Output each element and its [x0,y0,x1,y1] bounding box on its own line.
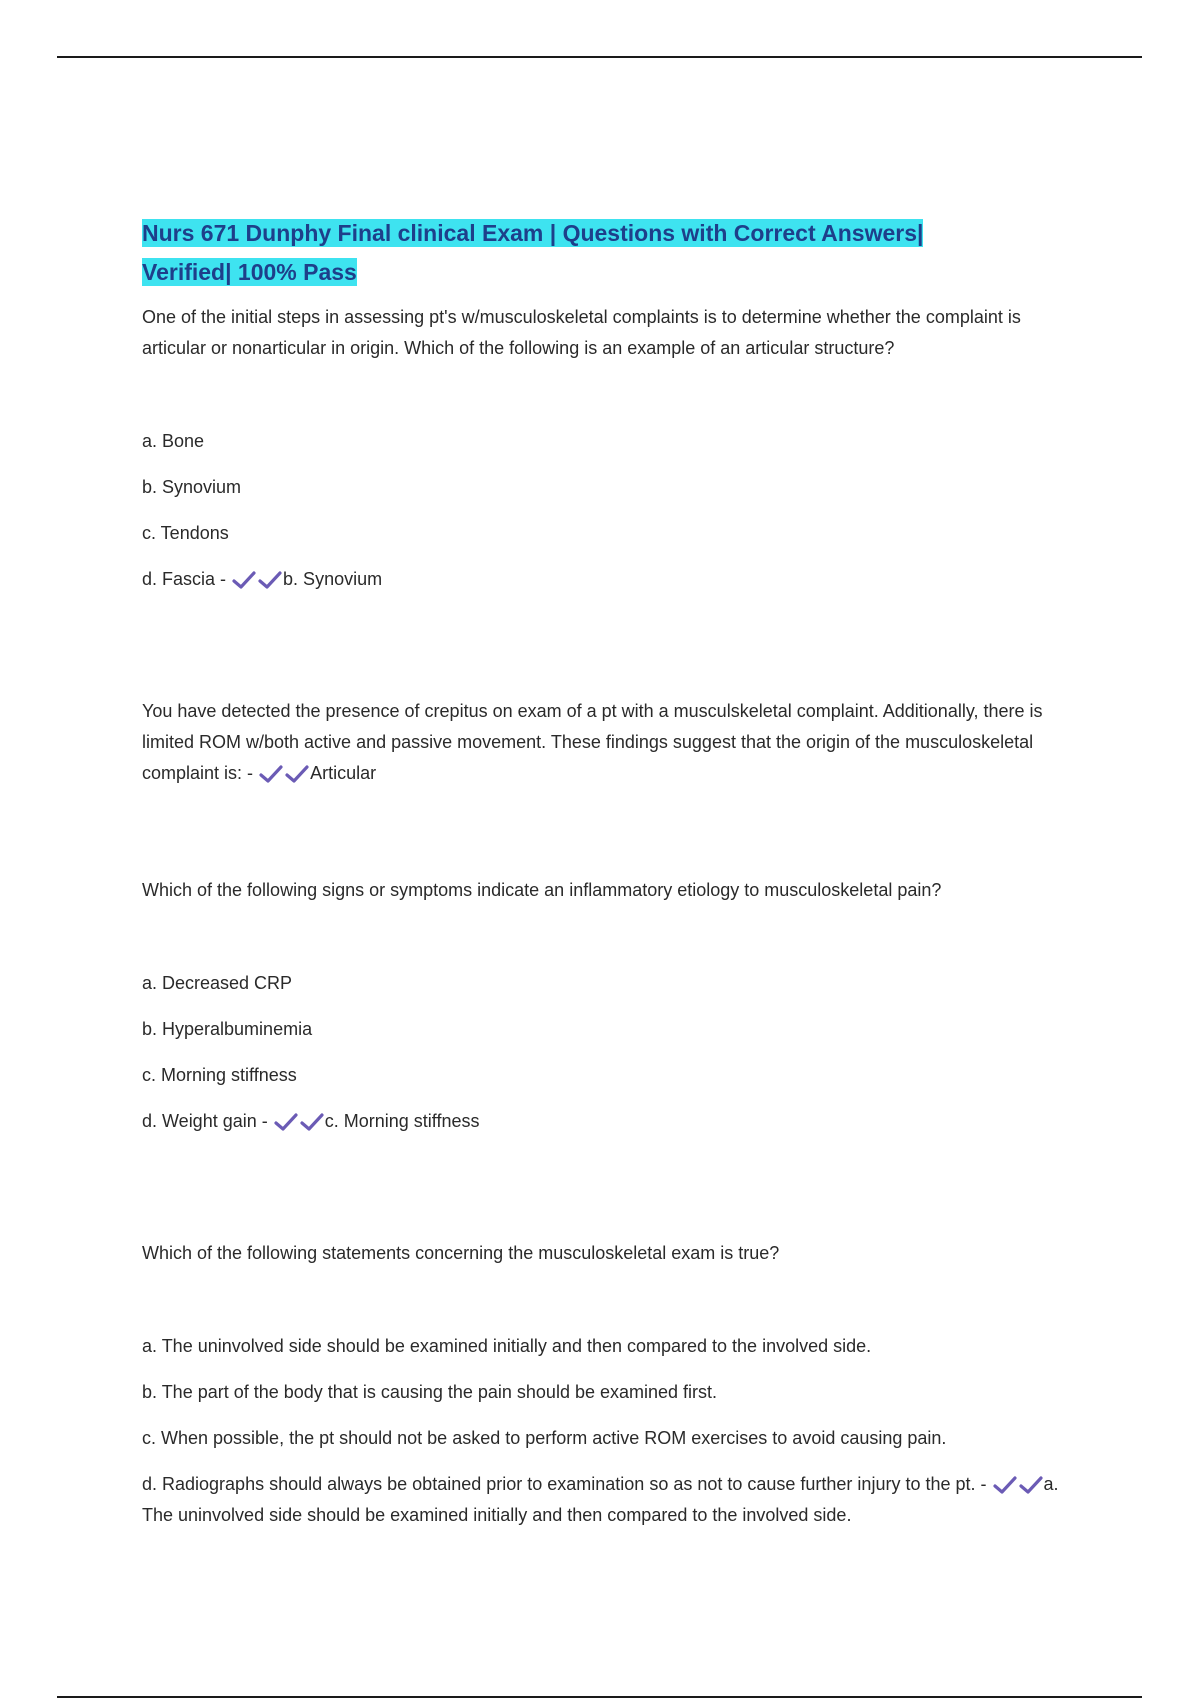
option-b: b. The part of the body that is causing the pain should be examined first. [142,1382,718,1402]
check-icon [232,571,256,589]
document-title [142,214,1082,292]
option-d-with-answer [142,1469,1082,1531]
option-d: d. Radiographs should always be obtained prior to examination so as not to cause further injury to the pt. - [142,1474,987,1494]
question-block-2 [142,696,1082,789]
option-c: c. When possible, the pt should not be asked to perform active ROM exercises to avoid causing pain. [142,1428,947,1448]
question-text: One of the initial steps in assessing pt's w/musculoskeletal complaints is to determine whether the complaint is articular or nonarticular in origin. Which of the following is an example of an articular structure? [142,307,1021,358]
option-c: c. Tendons [142,523,229,543]
title-line-2: Verified| 100% Pass [142,259,357,285]
question-block-3 [142,875,1082,1137]
check-icon [258,571,282,589]
question-block-1 [142,302,1082,595]
option-d-with-answer [142,564,1082,595]
question-text: Which of the following statements concerning the musculoskeletal exam is true? [142,1243,780,1263]
correct-answer: a. The uninvolved side should be examined initially and then compared to the involved side. [142,1474,1059,1525]
correct-answer: c. Morning stiffness [324,1111,480,1131]
check-icon [300,1113,324,1131]
options-list [142,1331,1082,1531]
question-text-with-answer [142,696,1082,789]
correct-answer: b. Synovium [283,569,383,589]
correct-answer: Articular [310,763,377,783]
option-a: a. Bone [142,431,205,451]
option-d-with-answer [142,1106,1082,1137]
top-rule [57,56,1142,58]
question-text: Which of the following signs or symptoms indicate an inflammatory etiology to musculoskeletal pain? [142,880,942,900]
question-text: You have detected the presence of crepitus on exam of a pt with a musculskeletal complaint. Additionally, there is limited ROM w/both active and passive movement. These findings suggest that the origin of the musculoskeletal complaint is: - [142,701,1043,783]
option-b: b. Synovium [142,477,242,497]
option-d: d. Weight gain - [142,1111,268,1131]
option-c: c. Morning stiffness [142,1065,297,1085]
title-line-1: Nurs 671 Dunphy Final clinical Exam | Questions with Correct Answers| [142,220,924,246]
option-a: a. The uninvolved side should be examined initially and then compared to the involved side. [142,1336,872,1356]
check-icon [1019,1476,1043,1494]
question-block-4 [142,1238,1082,1531]
check-icon [259,765,283,783]
option-d: d. Fascia - [142,569,227,589]
options-list [142,968,1082,1137]
bottom-rule [57,1696,1142,1698]
check-icon [285,765,309,783]
option-a: a. Decreased CRP [142,973,293,993]
check-icon [274,1113,298,1131]
check-icon [993,1476,1017,1494]
options-list [142,426,1082,595]
option-b: b. Hyperalbuminemia [142,1019,313,1039]
document-body [142,214,1082,1546]
